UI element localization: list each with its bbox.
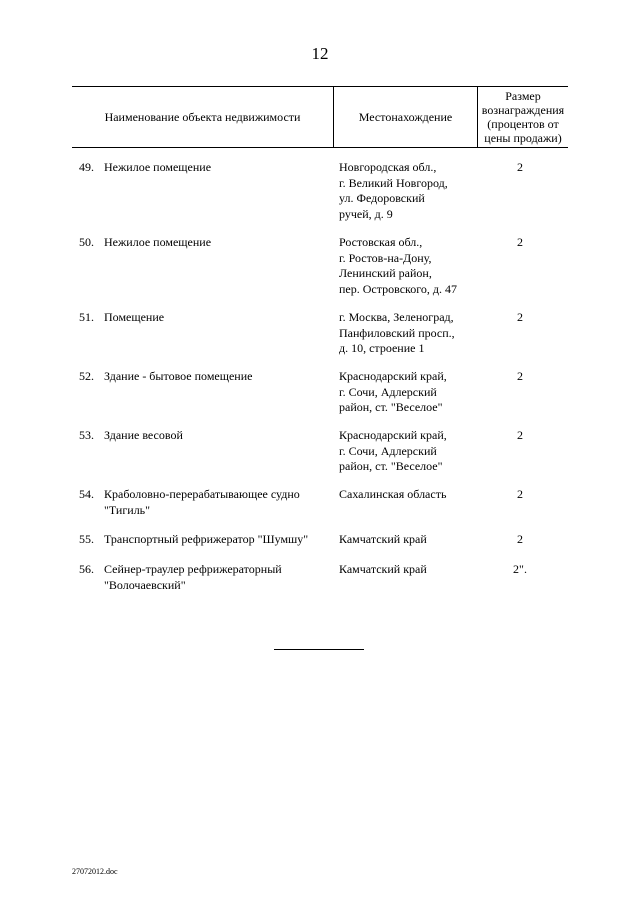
row-name: Сейнер-траулер рефрижераторный "Волочаевский" [104,562,282,592]
row-name: Краболовно-перерабатывающее судно "Тигиль" [104,487,300,517]
row-location: Краснодарский край, г. Сочи, Адлерский район, ст. "Веселое" [339,369,447,414]
row-name: Нежилое помещение [104,160,212,174]
row-location: Камчатский край [339,562,427,576]
row-location: Краснодарский край, г. Сочи, Адлерский район, ст. "Веселое" [339,428,447,473]
row-location: Сахалинская область [339,487,447,501]
row-value: 2 [517,160,523,174]
row-number: 49. [79,160,94,174]
row-number: 54. [79,487,94,501]
row-location: Камчатский край [339,532,427,546]
row-value: 2 [517,310,523,324]
row-name: Здание весовой [104,428,183,442]
header-name: Наименование объекта недвижимости [72,87,334,147]
row-value: 2 [517,235,523,249]
row-number: 51. [79,310,94,324]
row-number: 52. [79,369,94,383]
table-header [72,86,568,148]
row-name: Транспортный рефрижератор "Шумшу" [104,532,309,546]
page-number: 12 [311,44,329,63]
row-value: 2 [517,428,523,442]
footer-filename: 27072012.doc [72,867,118,876]
row-name: Здание - бытовое помещение [104,369,253,383]
row-number: 53. [79,428,94,442]
row-number: 50. [79,235,94,249]
end-divider [274,649,364,650]
header-reward: Размер вознаграждения (процентов от цены продажи) [481,89,565,145]
row-location: г. Москва, Зеленоград, Панфиловский просп., д. 10, строение 1 [339,310,455,355]
row-value: 2 [517,487,523,501]
row-value: 2 [517,532,523,546]
header-location: Местонахождение [334,87,478,147]
row-location: Ростовская обл., г. Ростов-на-Дону, Ленинский район, пер. Островского, д. 47 [339,235,458,296]
row-name: Нежилое помещение [104,235,212,249]
row-value: 2". [513,562,527,576]
row-name: Помещение [104,310,165,324]
row-number: 55. [79,532,94,546]
row-location: Новгородская обл., г. Великий Новгород, ул. Федоровский ручей, д. 9 [339,160,448,221]
row-number: 56. [79,562,94,576]
row-value: 2 [517,369,523,383]
